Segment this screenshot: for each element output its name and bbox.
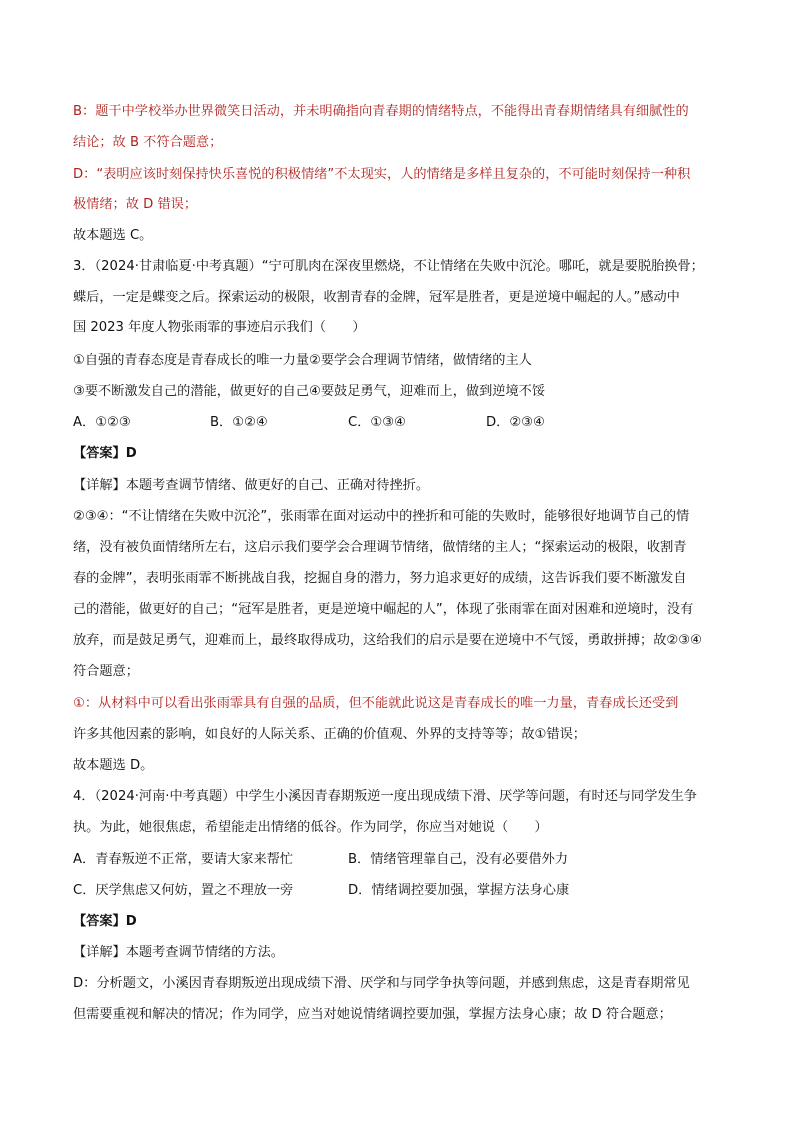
q4-stem-line-1: 4．（2024·河南·中考真题）中学生小溪因青春期叛逆一度出现成绩下滑、厌学等问题，有时还与同学发生争 <box>73 789 697 804</box>
analysis-option-b-line-1: B：题干中学校举办世界微笑日活动，并未明确指向青春期的情绪特点，不能得出青春期情绪具有细腻性的 <box>73 104 689 119</box>
q4-explanation-line-1: D：分析题文，小溪因青春期叛逆出现成绩下滑、厌学和与同学争执等问题，并感到焦虑，这是青春期常见 <box>73 976 690 991</box>
q4-answer: 【答案】D <box>73 914 137 929</box>
q3-statements-line-2: ③要不断激发自己的潜能，做更好的自己④要鼓足勇气，迎难而上，做到逆境不馁 <box>73 384 546 399</box>
q4-option-a: A．青春叛逆不正常，要请大家来帮忙 <box>73 852 294 867</box>
q3-conclusion: 故本题选 D。 <box>73 758 154 773</box>
q4-option-c: C．厌学焦虑又何妨，置之不理放一旁 <box>73 883 294 898</box>
q3-stem-line-2: 蝶后，一定是蝶变之后。探索运动的极限，收割青春的金牌，冠军是胜者，更是逆境中崛起的人。”感动中 <box>73 290 680 305</box>
q3-explanation-heading: 【详解】本题考查调节情绪、做更好的自己、正确对待挫折。 <box>73 478 430 493</box>
q3-explanation-line-6: 符合题意； <box>73 664 139 679</box>
analysis-option-b-line-2: 结论；故 B 不符合题意； <box>73 135 223 150</box>
q3-stem-line-1: 3．（2024·甘肃临夏·中考真题）“宁可肌肉在深夜里燃烧，不让情绪在失败中沉沦。哪吒，就是要脱胎换骨； <box>73 259 704 274</box>
q3-option-c: C．①③④ <box>348 415 406 430</box>
q3-explanation-line-1: ②③④：“不让情绪在失败中沉沦”，张雨霏在面对运动中的挫折和可能的失败时，能够很好地调节自己的情 <box>73 509 690 524</box>
q3-explanation-wrong-option-line-1: ①：从材料中可以看出张雨霏具有自强的品质，但不能就此说这是青春成长的唯一力量，青春成长还受到 <box>73 696 679 711</box>
q4-explanation-line-2: 但需要重视和解决的情况；作为同学，应当对她说情绪调控要加强，掌握方法身心康；故 D 符合题意； <box>73 1007 672 1022</box>
q2-conclusion: 故本题选 C。 <box>73 228 153 243</box>
q3-answer: 【答案】D <box>73 446 137 461</box>
q3-option-b: B．①②④ <box>210 415 268 430</box>
q4-explanation-heading: 【详解】本题考查调节情绪的方法。 <box>73 945 284 960</box>
q4-options-row-2 <box>73 881 733 901</box>
q3-options <box>73 413 733 433</box>
q3-explanation-line-5: 放弃，而是鼓足勇气，迎难而上，最终取得成功，这给我们的启示是要在逆境中不气馁，勇敢拼搏；故②③④ <box>73 633 702 648</box>
q3-stem-line-3: 国 2023 年度人物张雨霏的事迹启示我们（ ） <box>73 320 366 335</box>
q3-explanation-line-4: 己的潜能，做更好的自己；“冠军是胜者，更是逆境中崛起的人”，体现了张雨霏在面对困难和逆境时，没有 <box>73 602 694 617</box>
q4-options-row-1 <box>73 850 733 870</box>
q3-statements-line-1: ①自强的青春态度是青春成长的唯一力量②要学会合理调节情绪，做情绪的主人 <box>73 353 532 368</box>
q3-explanation-wrong-option-line-2: 许多其他因素的影响，如良好的人际关系、正确的价值观、外界的支持等等；故①错误； <box>73 727 586 742</box>
q3-option-d: D．②③④ <box>486 415 545 430</box>
analysis-option-d-line-2: 极情绪；故 D 错误； <box>73 197 198 212</box>
q4-option-b: B．情绪管理靠自己，没有必要借外力 <box>348 852 569 867</box>
analysis-option-d-line-1: D：“表明应该时刻保持快乐喜悦的积极情绪”不太现实，人的情绪是多样且复杂的，不可能时刻保持一种积 <box>73 167 691 182</box>
q3-option-a: A．①②③ <box>73 415 131 430</box>
q4-stem-line-2: 执。为此，她很焦虑，希望能走出情绪的低谷。作为同学，你应当对她说（ ） <box>73 820 548 835</box>
q4-option-d: D．情绪调控要加强，掌握方法身心康 <box>348 883 570 898</box>
q3-explanation-line-2: 绪，没有被负面情绪所左右，这启示我们要学会合理调节情绪，做情绪的主人；“探索运动的极限，收割青 <box>73 540 687 555</box>
q3-explanation-line-3: 春的金牌”，表明张雨霏不断挑战自我，挖掘自身的潜力，努力追求更好的成绩，这告诉我们要不断激发自 <box>73 571 687 586</box>
